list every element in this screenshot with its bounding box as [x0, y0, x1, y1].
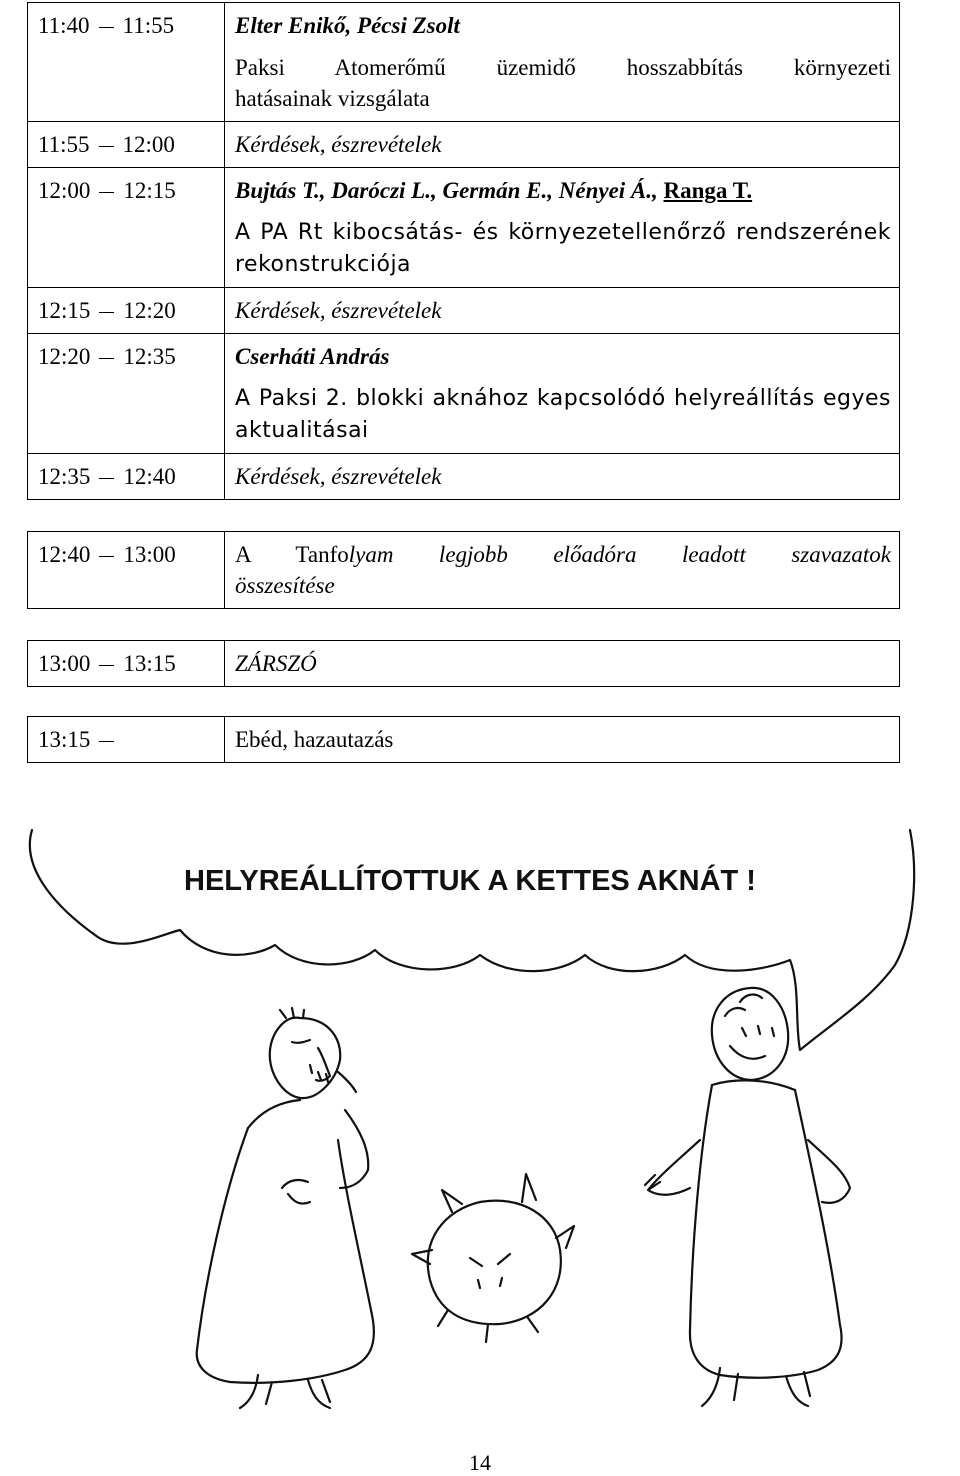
table-row [28, 122, 900, 168]
schedule-table [27, 2, 900, 500]
table-row [28, 717, 900, 763]
speaker-cell [225, 168, 900, 207]
table-row [28, 334, 900, 373]
cartoon-illustration [0, 810, 960, 1440]
vote-table [27, 531, 900, 609]
speech-bubble [30, 830, 914, 1050]
table-row [28, 288, 900, 334]
speaker-names: Cserháti András [235, 344, 390, 369]
table-row [28, 532, 900, 609]
speaker-names-underlined: Ranga T. [663, 178, 753, 203]
table-row [28, 454, 900, 500]
round-creature [412, 1174, 574, 1342]
time-cell: 12:15 12:20 [28, 288, 225, 334]
table-row [28, 641, 900, 687]
questions-cell: Kérdések, észrevételek [225, 122, 900, 168]
vote-text: A Tanfolyam legjobb előadóra leadott szavazatok [235, 542, 891, 567]
table-row [28, 3, 900, 42]
talk-title: A Paksi 2. blokki aknához kapcsolódó helyreállítás egyes [235, 386, 891, 411]
table-row [28, 168, 900, 207]
talk-title-cont: hatásainak vizsgálata [235, 86, 430, 111]
time-cell: 11:55 12:00 [28, 122, 225, 168]
lunch-cell: Ebéd, hazautazás [225, 717, 900, 763]
vote-cell [225, 532, 900, 609]
talk-title: Paksi Atomerőmű üzemidő hosszabbítás környezeti [235, 55, 891, 80]
time-cell: 11:40 11:55 [28, 3, 225, 122]
cartoon-caption: HELYREÁLLÍTOTTUK A KETTES AKNÁT ! [184, 865, 756, 897]
time-cell: 12:00 12:15 [28, 168, 225, 288]
talk-title-cell [225, 206, 900, 288]
speaker-cell [225, 334, 900, 373]
time-cell: 13:00 13:15 [28, 641, 225, 687]
time-cell: 12:40 13:00 [28, 532, 225, 609]
time-cell: 12:35 12:40 [28, 454, 225, 500]
page-number: 14 [469, 1450, 491, 1475]
closing-table [27, 640, 900, 687]
talk-title-cell [225, 372, 900, 454]
closing-cell: ZÁRSZÓ [225, 641, 900, 687]
speaker-cell [225, 3, 900, 42]
lunch-table [27, 716, 900, 763]
right-figure [645, 988, 850, 1406]
talk-title: A PA Rt kibocsátás- és környezetellenőrző rendszerének [235, 220, 891, 245]
talk-title-cell [225, 41, 900, 122]
left-figure [197, 1008, 374, 1408]
time-cell: 12:20 12:35 [28, 334, 225, 454]
talk-title-cont: rekonstrukciója [235, 252, 412, 277]
speaker-names: Bujtás T., Daróczi L., Germán E., Nényei Á., [235, 178, 664, 203]
vote-text-cont: összesítése [235, 573, 335, 598]
time-cell: 13:15 [28, 717, 225, 763]
questions-cell: Kérdések, észrevételek [225, 454, 900, 500]
questions-cell: Kérdések, észrevételek [225, 288, 900, 334]
speaker-names: Elter Enikő, Pécsi Zsolt [235, 13, 460, 38]
talk-title-cont: aktualitásai [235, 418, 369, 443]
